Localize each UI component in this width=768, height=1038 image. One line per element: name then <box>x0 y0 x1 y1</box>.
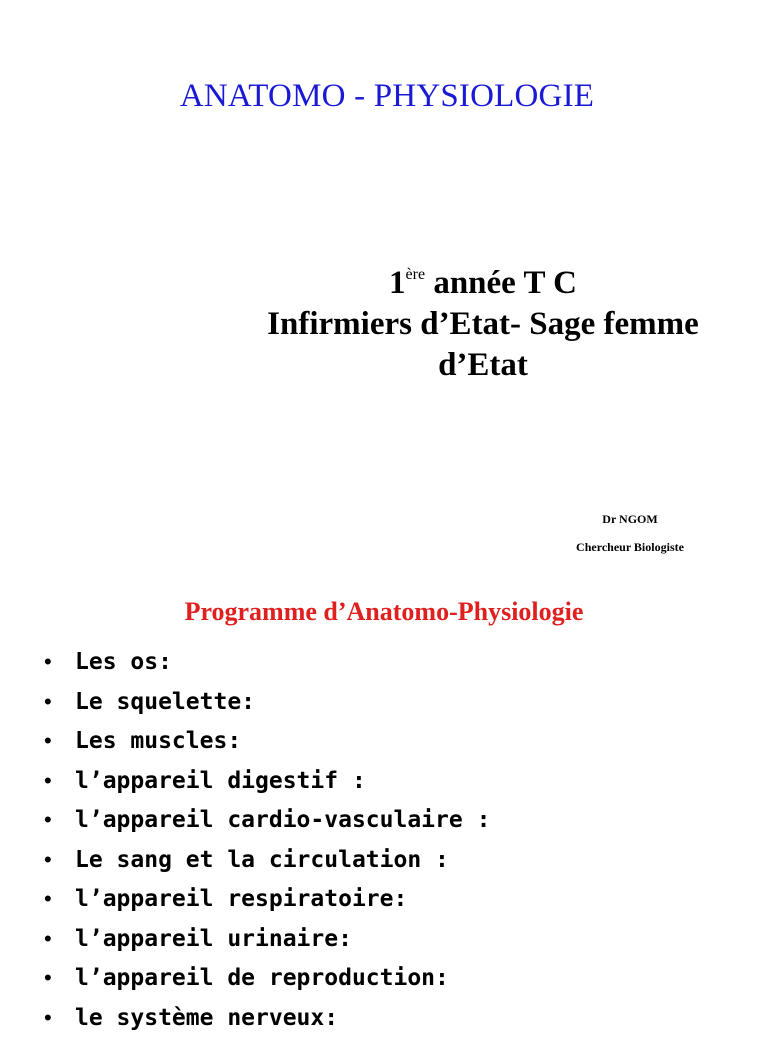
author-role: Chercheur Biologiste <box>576 540 684 554</box>
course-year <box>225 254 741 304</box>
course-audience: Infirmiers d’Etat- Sage femme <box>267 306 699 342</box>
program-title: Programme d’Anatomo-Physiologie <box>184 597 584 626</box>
bullet-icon: • <box>44 925 52 951</box>
bullet-icon: • <box>44 965 52 990</box>
list-item-label: l’appareil de reproduction: <box>75 965 449 991</box>
list-item <box>44 958 490 998</box>
bullet-icon: • <box>44 767 52 793</box>
list-item-label: Le squelette: <box>75 688 256 715</box>
list-item <box>44 879 490 919</box>
list-item-label: l’appareil cardio-vasculaire : <box>75 807 491 833</box>
list-item <box>44 721 490 761</box>
list-item-label: Les os: <box>75 649 172 675</box>
list-item <box>44 840 490 880</box>
list-item <box>44 682 490 722</box>
year-rest: année T C <box>425 265 577 301</box>
list-item-label: l’appareil digestif : <box>75 767 366 794</box>
course-audience-continued: d’Etat <box>438 347 528 383</box>
bullet-icon: • <box>44 807 52 832</box>
list-item-label: Le sang et la circulation : <box>75 846 449 873</box>
list-item <box>44 642 490 682</box>
list-item-label: Les muscles: <box>75 728 242 754</box>
list-item-label: l’appareil respiratoire: <box>75 886 408 912</box>
list-item <box>44 998 490 1038</box>
list-item-label: l’appareil urinaire: <box>75 925 352 952</box>
author-name: Dr NGOM <box>602 512 658 526</box>
bullet-icon: • <box>44 1004 52 1030</box>
bullet-icon: • <box>44 688 52 714</box>
list-item <box>44 919 490 959</box>
bullet-icon: • <box>44 649 52 674</box>
bullet-icon: • <box>44 728 52 753</box>
list-item <box>44 761 490 801</box>
list-item-label: le système nerveux: <box>75 1004 339 1031</box>
list-item <box>44 800 490 840</box>
course-info <box>225 254 741 386</box>
bullet-icon: • <box>44 886 52 911</box>
program-list <box>44 642 490 1037</box>
bullet-icon: • <box>44 846 52 872</box>
document-title: ANATOMO - PHYSIOLOGIE <box>179 78 595 114</box>
year-number: 1 <box>389 265 406 301</box>
year-superscript: ère <box>405 266 426 283</box>
